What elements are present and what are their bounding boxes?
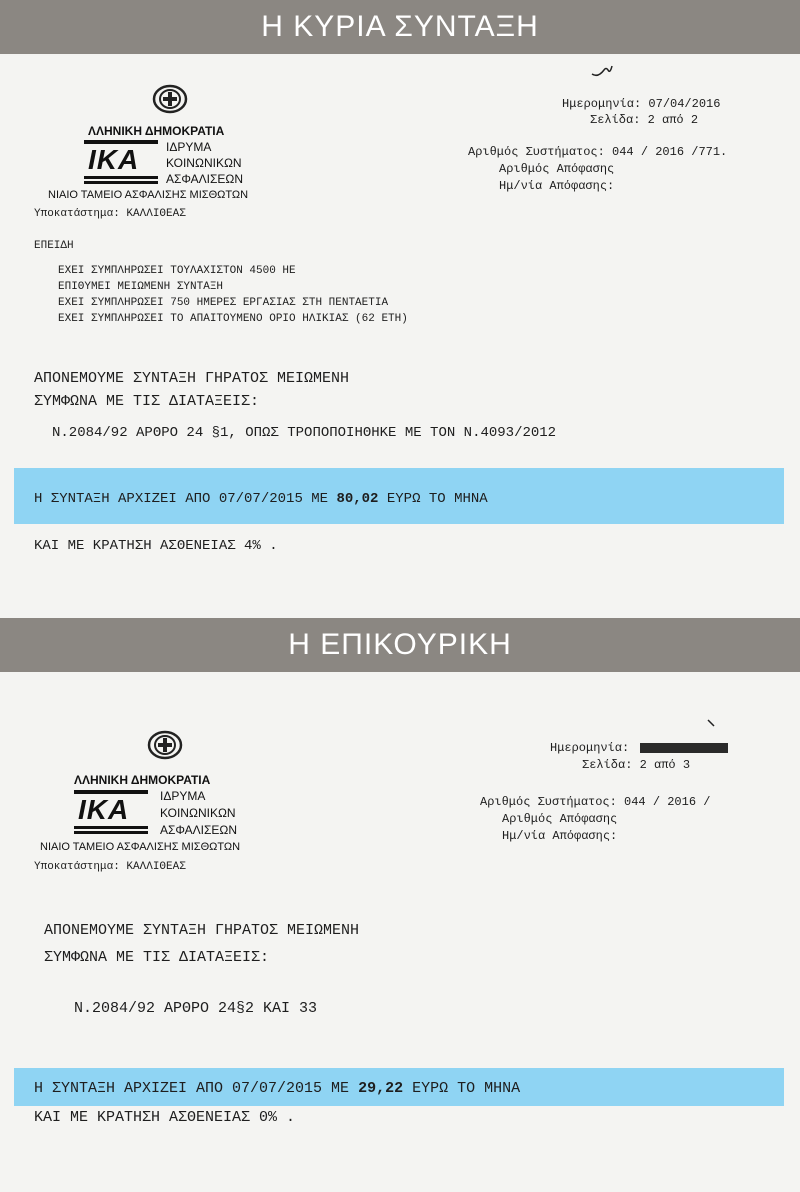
coat-of-arms-icon [152,84,188,114]
banner-title: Η ΚΥΡΙΑ ΣΥΝΤΑΞΗ [261,10,539,43]
redacted-date [640,743,728,753]
section-banner-auxiliary-pension [0,618,800,672]
ika-logo [84,140,158,186]
pension-decision-auxiliary [0,672,800,1192]
page-line: Σελίδα: 2 από 3 [582,758,691,772]
condition-item: ΕΧΕΙ ΣΥΜΠΛΗΡΩΣΕΙ 750 ΗΜΕΡΕΣ ΕΡΓΑΣΙΑΣ ΣΤΗ ΠΕΝΤΑΕΤΙΑ [58,297,389,309]
logo-idryma: ΙΔΡΥΜΑ [166,140,212,154]
award-line: ΑΠΟΝΕΜΟΥΜΕ ΣΥΝΤΑΞΗ ΓΗΡΑΤΟΣ ΜΕΙΩΜΕΝΗ [34,370,350,387]
logo-koinonikon: ΚΟΙΝΩΝΙΚΩΝ [166,156,242,170]
pen-mark-icon [705,718,717,728]
deduction-line: ΚΑΙ ΜΕ ΚΡΑΤΗΣΗ ΑΣΘΕΝΕΙΑΣ 4% . [34,538,278,554]
branch: Υποκατάστημα: ΚΑΛΛΙΘΕΑΣ [34,208,186,220]
deduction-line: ΚΑΙ ΜΕ ΚΡΑΤΗΣΗ ΑΣΘΕΝΕΙΑΣ 0% . [34,1109,296,1126]
provisions-line: ΣΥΜΦΩΝΑ ΜΕ ΤΙΣ ΔΙΑΤΑΞΕΙΣ: [44,949,270,966]
pension-decision-main [0,56,800,618]
ika-logo-text: ΙΚΑ [88,144,140,175]
pension-amount-line [34,1080,520,1097]
logo-koinonikon: ΚΟΙΝΩΝΙΚΩΝ [160,806,236,820]
system-number: Αριθμός Συστήματος: 044 / 2016 /771. [468,145,728,159]
pension-start-text: Η ΣΥΝΤΑΞΗ ΑΡΧΙΖΕΙ ΑΠΟ 07/07/2015 ΜΕ [34,1080,359,1097]
logo-asfaliseon: ΑΣΦΑΛΙΣΕΩΝ [166,172,244,186]
decision-number: Αριθμός Απόφασης [499,162,615,176]
decision-number: Αριθμός Απόφασης [502,812,618,826]
pension-unit-text: ΕΥΡΩ ΤΟ ΜΗΝΑ [378,491,488,507]
pension-amount: 29,22 [358,1080,404,1097]
ika-logo [74,790,148,836]
logo-idryma: ΙΔΡΥΜΑ [160,789,206,803]
law-line: Ν.2084/92 ΑΡΘΡΟ 24 §1, ΟΠΩΣ ΤΡΟΠΟΠΟΙΗΘΗΚΕ ΜΕ ΤΟΝ Ν.4093/2012 [52,425,557,441]
date-line [550,741,728,755]
date-line: Ημερομηνία: 07/04/2016 [562,97,721,111]
epeidi-label: ΕΠΕΙΔΗ [34,240,74,252]
banner-title: Η ΕΠΙΚΟΥΡΙΚΗ [288,628,512,661]
condition-item: ΕΧΕΙ ΣΥΜΠΛΗΡΩΣΕΙ ΤΟ ΑΠΑΙΤΟΥΜΕΝΟ ΟΡΙΟ ΗΛΙΚΙΑΣ (62 ΕΤΗ) [58,313,408,325]
pension-amount: 80,02 [336,491,379,507]
ika-logo-text: ΙΚΑ [78,794,130,825]
logo-fund: ΝΙΑΙΟ ΤΑΜΕΙΟ ΑΣΦΑΛΙΣΗΣ ΜΙΣΘΩΤΩΝ [40,841,241,853]
section-banner-main-pension [0,0,800,54]
pension-start-text: Η ΣΥΝΤΑΞΗ ΑΡΧΙΖΕΙ ΑΠΟ 07/07/2015 ΜΕ [34,491,337,507]
condition-item: ΕΠΙΘΥΜΕΙ ΜΕΙΩΜΕΝΗ ΣΥΝΤΑΞΗ [58,281,224,293]
pen-mark-icon [590,64,614,78]
system-number: Αριθμός Συστήματος: 044 / 2016 / [480,795,711,809]
branch: Υποκατάστημα: ΚΑΛΛΙΘΕΑΣ [34,861,186,873]
page-line: Σελίδα: 2 από 2 [590,113,699,127]
date-label: Ημερομηνία: [550,741,630,755]
logo-republic: ΛΛΗΝΙΚΗ ΔΗΜΟΚΡΑΤΙΑ [74,773,211,787]
coat-of-arms-icon [147,730,183,760]
logo-asfaliseon: ΑΣΦΑΛΙΣΕΩΝ [160,823,238,837]
condition-item: ΕΧΕΙ ΣΥΜΠΛΗΡΩΣΕΙ ΤΟΥΛΑΧΙΣΤΟΝ 4500 ΗΕ [58,265,296,277]
decision-date: Ημ/νία Απόφασης: [502,829,618,843]
provisions-line: ΣΥΜΦΩΝΑ ΜΕ ΤΙΣ ΔΙΑΤΑΞΕΙΣ: [34,393,260,410]
decision-date: Ημ/νία Απόφασης: [499,179,615,193]
logo-republic: ΛΛΗΝΙΚΗ ΔΗΜΟΚΡΑΤΙΑ [88,124,225,138]
pension-amount-line [34,491,488,507]
pension-unit-text: ΕΥΡΩ ΤΟ ΜΗΝΑ [403,1080,521,1097]
award-line: ΑΠΟΝΕΜΟΥΜΕ ΣΥΝΤΑΞΗ ΓΗΡΑΤΟΣ ΜΕΙΩΜΕΝΗ [44,922,360,939]
logo-fund: ΝΙΑΙΟ ΤΑΜΕΙΟ ΑΣΦΑΛΙΣΗΣ ΜΙΣΘΩΤΩΝ [48,189,249,201]
law-line: Ν.2084/92 ΑΡΘΡΟ 24§2 ΚΑΙ 33 [74,1000,318,1017]
